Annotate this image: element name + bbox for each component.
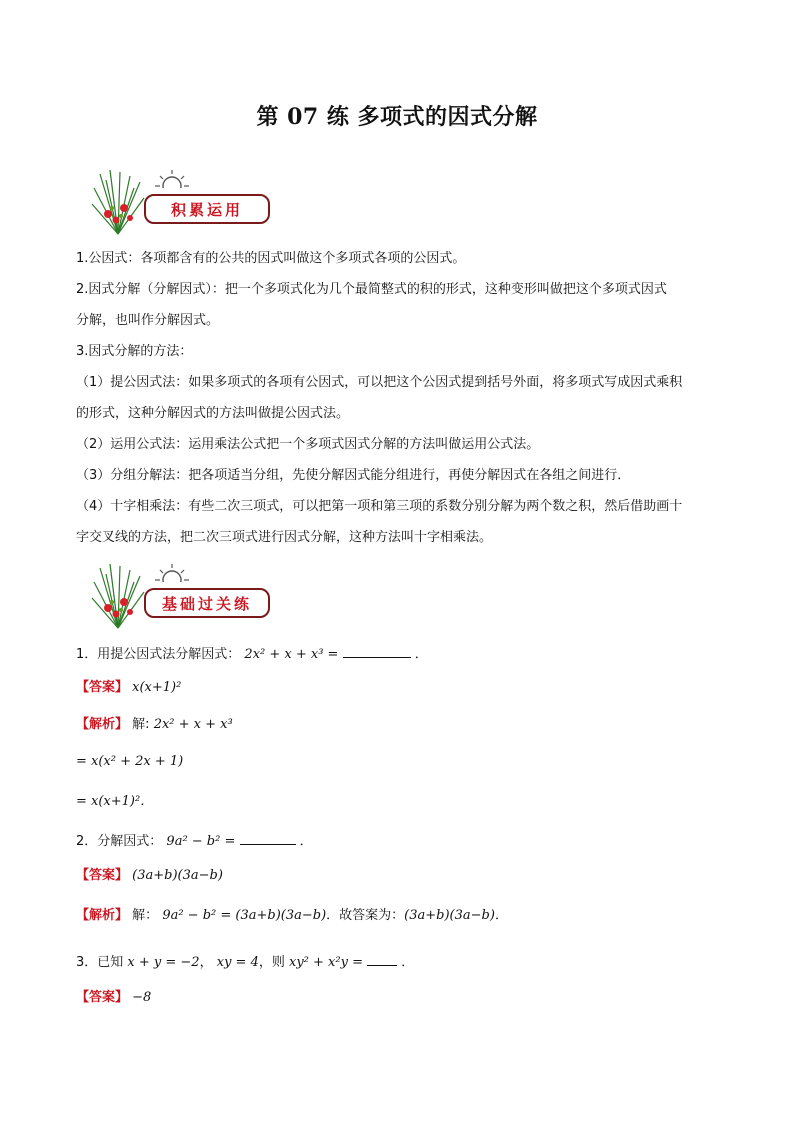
knowledge-line: （1）提公因式法：如果多项式的各项有公因式，可以把这个公因式提到括号外面，将多项式写成因式乘积: [76, 375, 683, 390]
therefore-label: ．故答案为：: [326, 908, 405, 923]
analysis-result: (3a+b)(3a−b): [404, 908, 495, 923]
answer-line: [76, 867, 736, 885]
answer-line: [76, 679, 736, 697]
sun-cloud-icon: [152, 562, 192, 590]
condition: xy = 4: [216, 955, 259, 970]
analysis-step: = x(x+1)²．: [76, 794, 154, 809]
knowledge-line: （4）十字相乘法：有些二次三项式，可以把第一项和第三项的系数分别分解为两个数之积，然后借助画十: [76, 499, 683, 514]
analysis-line: 【解析】 解： 9a² − b² = (3a+b)(3a−b)．故答案为：(3a+b)(3a−b)．: [76, 908, 508, 923]
section-label: 积累运用: [170, 201, 243, 219]
separator: ，则: [258, 955, 285, 970]
problem-stem: [76, 832, 736, 851]
answer-blank: [343, 645, 411, 658]
period: ．: [299, 834, 313, 849]
analysis-jie: 解: [132, 717, 146, 732]
section-label: 基础过关练: [161, 595, 252, 613]
section-banner: [88, 562, 288, 632]
analysis-line: 【解析】 解: 2x² + x + x³: [76, 717, 233, 732]
knowledge-line: 的形式，这种分解因式的方法叫做提公因式法。: [76, 406, 350, 421]
problem-stem: [76, 953, 736, 972]
analysis-jie: 解: [132, 908, 146, 923]
answer-tag: 【答案】: [76, 680, 129, 695]
period: ．: [414, 647, 428, 662]
section-badge: [144, 194, 270, 224]
period: ．: [494, 908, 508, 923]
page-title: 第 07 练 多项式的因式分解: [256, 104, 538, 130]
answer-value: −8: [132, 990, 152, 1005]
section-banner: [88, 168, 288, 238]
analysis-tag: 【解析】: [76, 717, 129, 732]
problem-stem: [76, 645, 736, 664]
condition: x + y = −2: [127, 955, 200, 970]
knowledge-line: 2.因式分解（分解因式）：把一个多项式化为几个最简整式的积的形式，这种变形叫做把这个多项式因式: [76, 282, 667, 297]
problem-expression: 9a² − b² =: [166, 834, 236, 849]
analysis-expression: 9a² − b² = (3a+b)(3a−b): [162, 908, 327, 923]
answer-value: x(x+1)²: [132, 680, 182, 695]
knowledge-line: （3）分组分解法：把各项适当分组，先使分解因式能分组进行，再使分解因式在各组之间进行．: [76, 468, 631, 483]
problem-text: 3．已知: [76, 955, 124, 970]
problem-expression: 2x² + x + x³ =: [244, 647, 339, 662]
knowledge-line: （2）运用公式法：运用乘法公式把一个多项式因式分解的方法叫做运用公式法。: [76, 437, 540, 452]
answer-blank: [367, 953, 397, 966]
answer-tag: 【答案】: [76, 990, 129, 1005]
answer-blank: [240, 832, 296, 845]
analysis-step: 2x² + x + x³: [153, 717, 233, 732]
answer-line: [76, 989, 736, 1007]
answer-tag: 【答案】: [76, 868, 129, 883]
knowledge-line: 字交叉线的方法，把二次三项式进行因式分解，这种方法叫十字相乘法。: [76, 530, 493, 545]
section-badge: [144, 588, 270, 618]
analysis-step: = x(x² + 2x + 1): [76, 754, 184, 769]
knowledge-line: 1.公因式：各项都含有的公共的因式叫做这个多项式各项的公因式。: [76, 251, 466, 266]
problem-expression: xy² + x²y =: [289, 955, 363, 970]
grass-flower-icon: [88, 168, 148, 238]
sun-cloud-icon: [152, 168, 192, 196]
problem-text: 1．用提公因式法分解因式：: [76, 647, 241, 662]
problem-text: 2．分解因式：: [76, 834, 163, 849]
grass-flower-icon: [88, 562, 148, 632]
period: ．: [401, 955, 415, 970]
knowledge-line: 分解，也叫作分解因式。: [76, 313, 220, 328]
separator: ，: [199, 955, 213, 970]
analysis-tag: 【解析】: [76, 908, 129, 923]
knowledge-line: 3.因式分解的方法：: [76, 344, 193, 359]
answer-value: (3a+b)(3a−b): [132, 868, 223, 883]
